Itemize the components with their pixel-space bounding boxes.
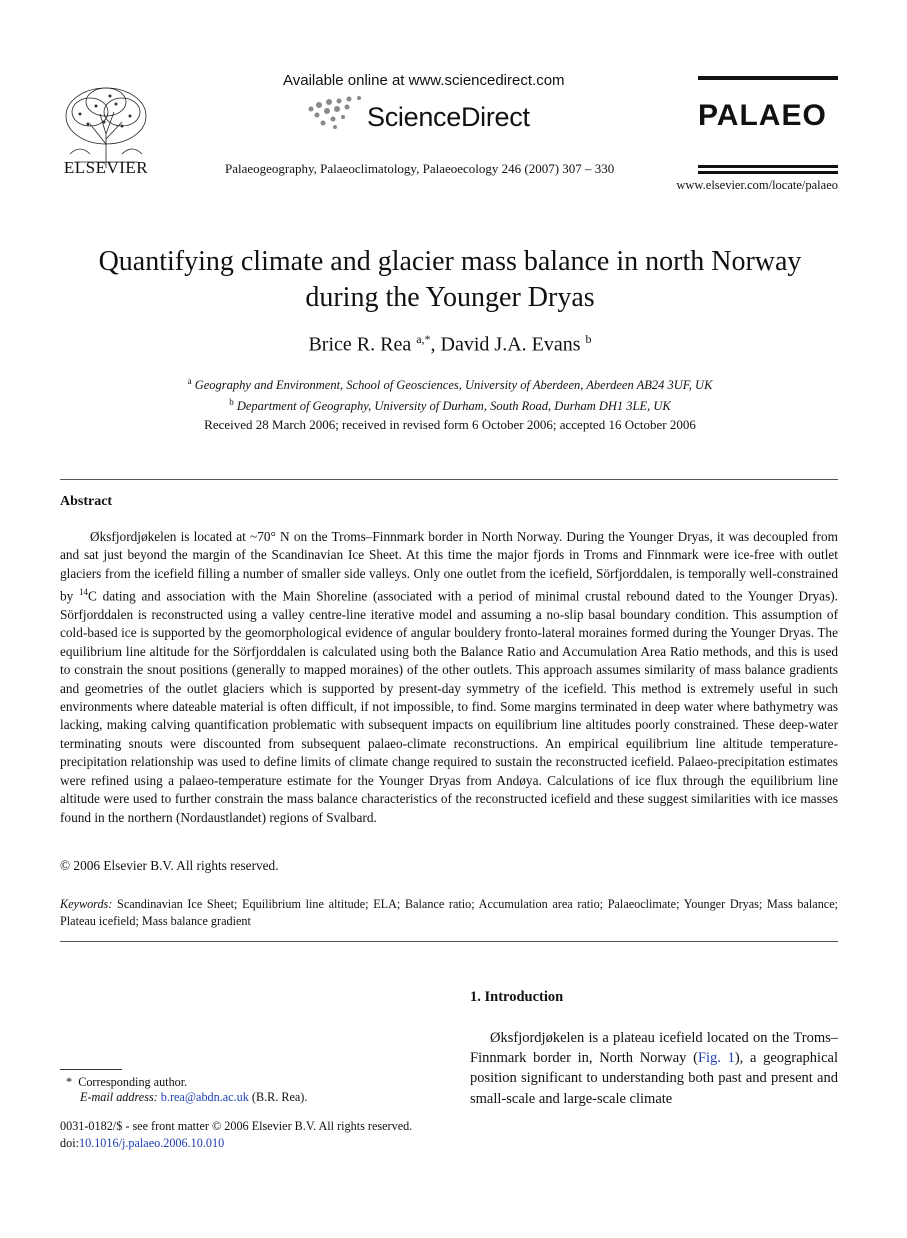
author-affil-mark[interactable]: a,*	[416, 332, 431, 346]
abstract-text-part: Øksfjordjøkelen is located at ~70° N on the Troms–Finnmark border in North Norway. During the Younger Dryas, it was decoupled from and sat just beyond the margin of the Scandinavian Ice Sheet. At this time the major fjords in Troms and Finnmark were ice-free with outlet glaciers from the icefield filling a number of smaller side valleys. Only one outlet from the icefield, Sörfjorddalen, is temporally well-constrained by	[60, 529, 838, 604]
keywords	[60, 896, 838, 929]
journal-logo-rule	[698, 76, 838, 80]
footnote-mark: *	[66, 1075, 73, 1089]
keywords-label: Keywords:	[60, 897, 113, 911]
affiliations	[60, 373, 840, 415]
sciencedirect-dots-icon	[305, 95, 365, 131]
article-title-line: during the Younger Dryas	[305, 282, 595, 313]
abstract-text-part: C dating and association with the Main Shoreline (associated with a period of minimal crustal rebound dated to the Younger Dryas). Sörfjorddalen is reconstructed using a valley centre-line iterative model and assuming a no-slip basal boundary condition. This assumption of cold-based ice is supported by the geomorphological evidence of angular bouldery fronto-lateral moraines formed during the Younger Dryas. The equilibrium line altitude for the Sörfjorddalen is calculated using both the Balance Ratio and Accumulation Area Ratio methods, and this is used to constrain the snout positions (generally to mapped moraines) of the other outlets. This approach assumes similarity of mass balance gradients and geometries of the outlet glaciers which is supported by present-day symmetry of the icefield. This method is extremely useful in such environments where dateable material is often difficult, if not impossible, to find. Some margins terminated in deep water where bathymetry was lacking, making calving quantification problematic with subsequent impacts on equilibrium line altitudes poorly constrained. These deep-water terminating snouts were discounted from subsequent palaeo-climate reconstructions. An empirical equilibrium line altitude temperature-precipitation relationship was used to define limits of climate change required to sustain the reconstructed icefield. Palaeo-precipitation estimates were refined using a palaeo-temperature estimate for the Younger Dryas from Andøya. Calculations of ice flux through the equilibrium line altitude were used to further constrain the mass balance characteristics of the reconstructed icefield and these suggest similarities with ice masses found in the northern (Nordaustlandet) regions of Svalbard.	[60, 588, 838, 825]
abstract-heading: Abstract	[60, 494, 113, 509]
journal-logo-rule	[698, 165, 838, 168]
author-name: David J.A. Evans	[440, 333, 581, 356]
doi-link[interactable]: 10.1016/j.palaeo.2006.10.010	[78, 1136, 225, 1150]
keywords-text: Scandinavian Ice Sheet; Equilibrium line altitude; ELA; Balance ratio; Accumulation area ratio; Palaeoclimate; Younger Dryas; Mass balance; Plateau icefield; Mass balance gradient	[60, 897, 838, 928]
intro-text	[470, 1028, 838, 1109]
figure-link[interactable]: Fig. 1	[697, 1050, 735, 1067]
footnote-rule	[60, 1069, 122, 1070]
doi-label: doi:	[60, 1136, 79, 1150]
publisher-name: ELSEVIER	[63, 158, 149, 177]
divider	[60, 479, 838, 480]
affiliation-a	[60, 373, 840, 394]
author-separator: ,	[430, 333, 441, 356]
email-note	[80, 1090, 307, 1105]
affiliation-mark: a	[187, 376, 192, 386]
sciencedirect-wordmark: ScienceDirect	[367, 102, 530, 132]
article-title	[60, 244, 840, 316]
affiliation-b	[60, 394, 840, 415]
intro-text-part: Øksfjordjøkelen is a plateau icefield located on the Troms–Finnmark border in, North Norway (	[470, 1030, 838, 1067]
article-title-line: Quantifying climate and glacier mass balance in north Norway	[98, 246, 802, 277]
available-online-text: Available online at www.sciencedirect.com	[283, 72, 565, 89]
intro-text-part: ), a geographical position significant to understanding both past and present and small-scale and large-scale climate	[470, 1050, 838, 1107]
journal-logo: PALAEO	[698, 99, 827, 132]
footnote-text: Corresponding author.	[78, 1075, 188, 1089]
abstract-text	[60, 528, 838, 827]
corresponding-author-note	[66, 1074, 187, 1091]
affiliation-mark: b	[229, 397, 234, 408]
author-list	[60, 332, 840, 357]
section-heading: 1. Introduction	[470, 989, 564, 1005]
email-link[interactable]: b.rea@abdn.ac.uk	[160, 1090, 249, 1104]
affiliation-text: Geography and Environment, School of Geosciences, University of Aberdeen, Aberdeen AB24 3UF, UK	[194, 378, 713, 393]
isotope-superscript: 14	[79, 587, 89, 598]
doi-line	[60, 1136, 224, 1151]
author-affil-mark[interactable]: b	[585, 332, 592, 346]
email-label: E-mail address:	[80, 1090, 158, 1104]
journal-citation: Palaeogeography, Palaeoclimatology, Palaeoecology 246 (2007) 307 – 330	[225, 161, 615, 176]
front-matter-line: 0031-0182/$ - see front matter © 2006 Elsevier B.V. All rights reserved.	[60, 1119, 413, 1133]
received-dates: Received 28 March 2006; received in revised form 6 October 2006; accepted 16 October 2006	[204, 417, 696, 432]
email-suffix: (B.R. Rea).	[248, 1090, 308, 1104]
divider	[60, 941, 838, 942]
journal-url[interactable]: www.elsevier.com/locate/palaeo	[676, 178, 838, 192]
journal-logo-rule	[698, 171, 838, 174]
affiliation-text: Department of Geography, University of Durham, South Road, Durham DH1 3LE, UK	[236, 399, 671, 414]
copyright-line: © 2006 Elsevier B.V. All rights reserved.	[60, 858, 279, 873]
author-name: Brice R. Rea	[308, 333, 412, 356]
